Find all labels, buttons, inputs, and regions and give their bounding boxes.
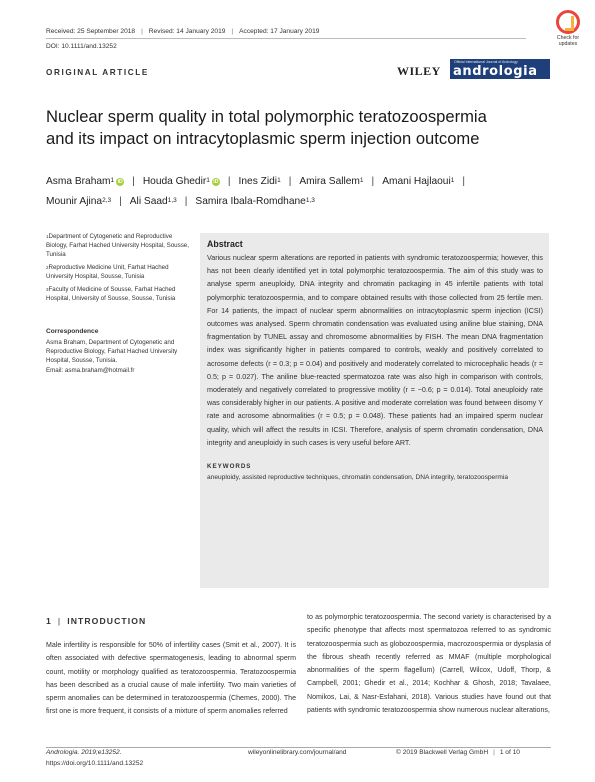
author[interactable] <box>130 196 177 207</box>
check-for-updates-button[interactable] <box>548 10 588 52</box>
author-name: Amira Sallem <box>299 176 360 187</box>
author-affiliation-ref: 1 <box>206 177 210 184</box>
author-affiliation-ref: 1,3 <box>167 197 177 204</box>
author-separator: | <box>288 176 292 187</box>
doi-link[interactable]: https://doi.org/10.1111/and.13252 <box>46 759 144 767</box>
journal-logo[interactable] <box>450 59 550 79</box>
author[interactable] <box>239 176 281 187</box>
copyright: © 2019 Blackwell Verlag GmbH <box>396 749 489 756</box>
journal-site-link[interactable]: wileyonlinelibrary.com/journal/and <box>248 749 347 756</box>
author-name: Amani Hajlaoui <box>382 176 451 187</box>
author-affiliation-ref: 1 <box>110 177 115 184</box>
article-title <box>46 106 546 149</box>
footer-right <box>396 748 520 759</box>
section-title: INTRODUCTION <box>67 616 147 626</box>
author-separator: | <box>184 196 188 207</box>
affiliations <box>46 232 194 307</box>
affiliation <box>46 285 194 303</box>
affiliation-number: 1 <box>46 234 49 239</box>
author-separator: | <box>462 176 466 187</box>
author-affiliation-ref: 1 <box>359 177 364 184</box>
author-name: Samira Ibala-Romdhane <box>195 196 306 207</box>
affiliation <box>46 232 194 259</box>
author-name: Houda Ghedir <box>142 176 207 187</box>
orcid-icon[interactable]: iD <box>213 179 219 185</box>
section-heading <box>46 616 146 626</box>
accepted-date: Accepted: 17 January 2019 <box>239 28 320 35</box>
correspondence-heading: Correspondence <box>46 328 99 335</box>
journal-name: andrologia <box>453 64 538 79</box>
doi[interactable]: DOI: 10.1111/and.13252 <box>46 43 117 50</box>
author-affiliation-ref: 1,3 <box>305 197 315 204</box>
author-name: Ines Zidi <box>238 176 278 187</box>
title-line-2: and its impact on intracytoplasmic sperm injection outcome <box>46 128 480 148</box>
citation: Andrologia. 2019;e13252. <box>46 749 122 756</box>
abstract-text: Various nuclear sperm alterations are reported in patients with syndromic teratozoospermia; however, this has not been clearly identified yet in total polymorphic teratozoospermia. The aim of this study was to analyse sperm aneuploidy, DNA integrity and chromatin packaging in 45 infertile patients with total polymorphic teratozoospermia, and to compare obtained results with those collected from 25 fertile men. For 14 patients, the impact of nuclear sperm abnormalities on intracytoplasmic sperm injection (ICSI) outcomes was analysed. Sperm chromatin condensation was evaluated using aniline blue staining, DNA fragmentation by TUNEL assay and chromosome abnormalities by FISH. The mean DNA fragmentation index was significantly higher in patients compared to controls, weakly and positively correlated to acrosome defects (r = 0.3; p = 0.04) and positively and moderately correlated to microcephalic heads (r = 0.5; p = 0.027). The aniline blue-reacted spermatozoa rate was also high in comparison with controls, moderately and negatively correlated to progressive motility (r = −0.6; p = 0.014). Total aneuploidy rate was considerably higher in our patients. A positive and moderate correlation was found between disomy Y rate and acrosome abnormalities (r = 0.5; p = 0.048). These patients had an impaired sperm nuclear quality, which will affect the results in ICSI. Therefore, analysis of sperm chromatin condensation, DNA integrity and aneuploidy in such cases is very useful before ART. <box>207 254 543 447</box>
abstract-heading: Abstract <box>207 239 243 249</box>
crossmark-label <box>548 36 588 47</box>
affiliation-text: Faculty of Medicine of Sousse, Farhat Hached Hospital, University of Sousse, Sousse, Tunisia <box>46 286 176 302</box>
crossmark-label-line-1: Check for <box>556 35 580 41</box>
keywords-heading: KEYWORDS <box>207 463 252 471</box>
correspondence-text: Asma Braham, Department of Cytogenetic and Reproductive Biology, Farhat Hached University Hospital, Sousse, Tunisia. <box>46 339 178 365</box>
footer-separator: | <box>493 749 495 756</box>
revised-date: Revised: 14 January 2019 <box>148 28 226 35</box>
date-separator: | <box>141 28 143 35</box>
author-separator: | <box>132 176 135 187</box>
journal-tagline: Official International Journal of Andrology <box>454 60 518 64</box>
author-name: Mounir Ajina <box>46 196 103 207</box>
page-number: 1 of 10 <box>499 749 520 756</box>
footer-citation <box>46 748 143 769</box>
title-line-1: Nuclear sperm quality in total polymorphic teratozoospermia <box>46 107 487 126</box>
received-date: Received: 25 September 2018 <box>46 28 136 35</box>
crossmark-icon <box>556 10 580 34</box>
author-separator: | <box>227 176 231 187</box>
author[interactable] <box>299 176 363 187</box>
header-rule <box>46 38 526 39</box>
author-affiliation-ref: 1 <box>450 177 455 184</box>
author[interactable] <box>143 176 220 187</box>
correspondence-email[interactable]: Email: asma.braham@hotmail.fr <box>46 366 135 374</box>
affiliation <box>46 263 194 281</box>
date-separator: | <box>231 28 234 35</box>
affiliation-number: 3 <box>46 287 49 292</box>
author[interactable] <box>382 176 454 187</box>
article-type: ORIGINAL ARTICLE <box>46 68 149 77</box>
author-list <box>46 172 546 212</box>
author-name: Ali Saad <box>129 196 168 207</box>
author-separator: | <box>119 196 122 207</box>
author-affiliation-ref: 2,3 <box>102 197 112 204</box>
abstract-box <box>200 233 549 588</box>
correspondence-block <box>46 338 194 375</box>
affiliation-text: Department of Cytogenetic and Reproductive Biology, Farhat Hached University Hospital, Sousse, Tunisia <box>46 233 189 258</box>
author-name: Asma Braham <box>46 176 111 187</box>
section-separator: | <box>57 616 62 626</box>
crossmark-label-line-2: updates <box>558 40 578 47</box>
publisher-logo[interactable]: WILEY <box>397 64 441 78</box>
section-number: 1 <box>46 616 52 626</box>
author-affiliation-ref: 1 <box>277 177 281 184</box>
body-column-left: Male infertility is responsible for 50% of infertility cases (Smit et al., 2007). It is often associated with defective spermatogenesis, leading to abnormal sperm count, motility or morphology qualified as teratozoospermia. Teratozoospermia has been described as a crucial cause of male infertility. Two main varieties of sperm anomalies can be determined in teratozoospermia (Chemes, 2000). The first one is more frequent, it consists of a mixture of sperm anomalies referred <box>46 642 296 716</box>
author[interactable] <box>46 196 111 207</box>
orcid-icon[interactable]: iD <box>117 179 123 185</box>
affiliation-text: Reproductive Medicine Unit, Farhat Hached University Hospital, Sousse, Tunisia <box>46 264 169 280</box>
affiliation-number: 2 <box>46 265 49 270</box>
author-separator: | <box>371 176 375 187</box>
author[interactable] <box>195 196 314 207</box>
article-dates <box>46 28 319 35</box>
keywords: aneuploidy, assisted reproductive techniques, chromatin condensation, DNA integrity, teratozoospermia <box>207 474 509 482</box>
body-column-right: to as polymorphic teratozoospermia. The second variety is characterised by a specific phenotype that affects most spermatozoa referred to as syndromic teratozoospermia such as globozoospermia, macrozoospermia or dysplasia of the fibrous sheath recently referred as MMAF (multiple morphological abnormalities of the sperm flagellum) (Carrell, Wilcox, Udoff, Thorp, & Campbell, 2001; Ghedir et al., 2014; Kochhar & Ghosh, 2018; Tavalaee, Nomikos, Lai, & Nasr-Esfahani, 2018). Various studies have found out that patients with syndromic teratozoospermia show numerous nuclear alterations, <box>307 614 551 715</box>
author[interactable] <box>46 176 124 187</box>
